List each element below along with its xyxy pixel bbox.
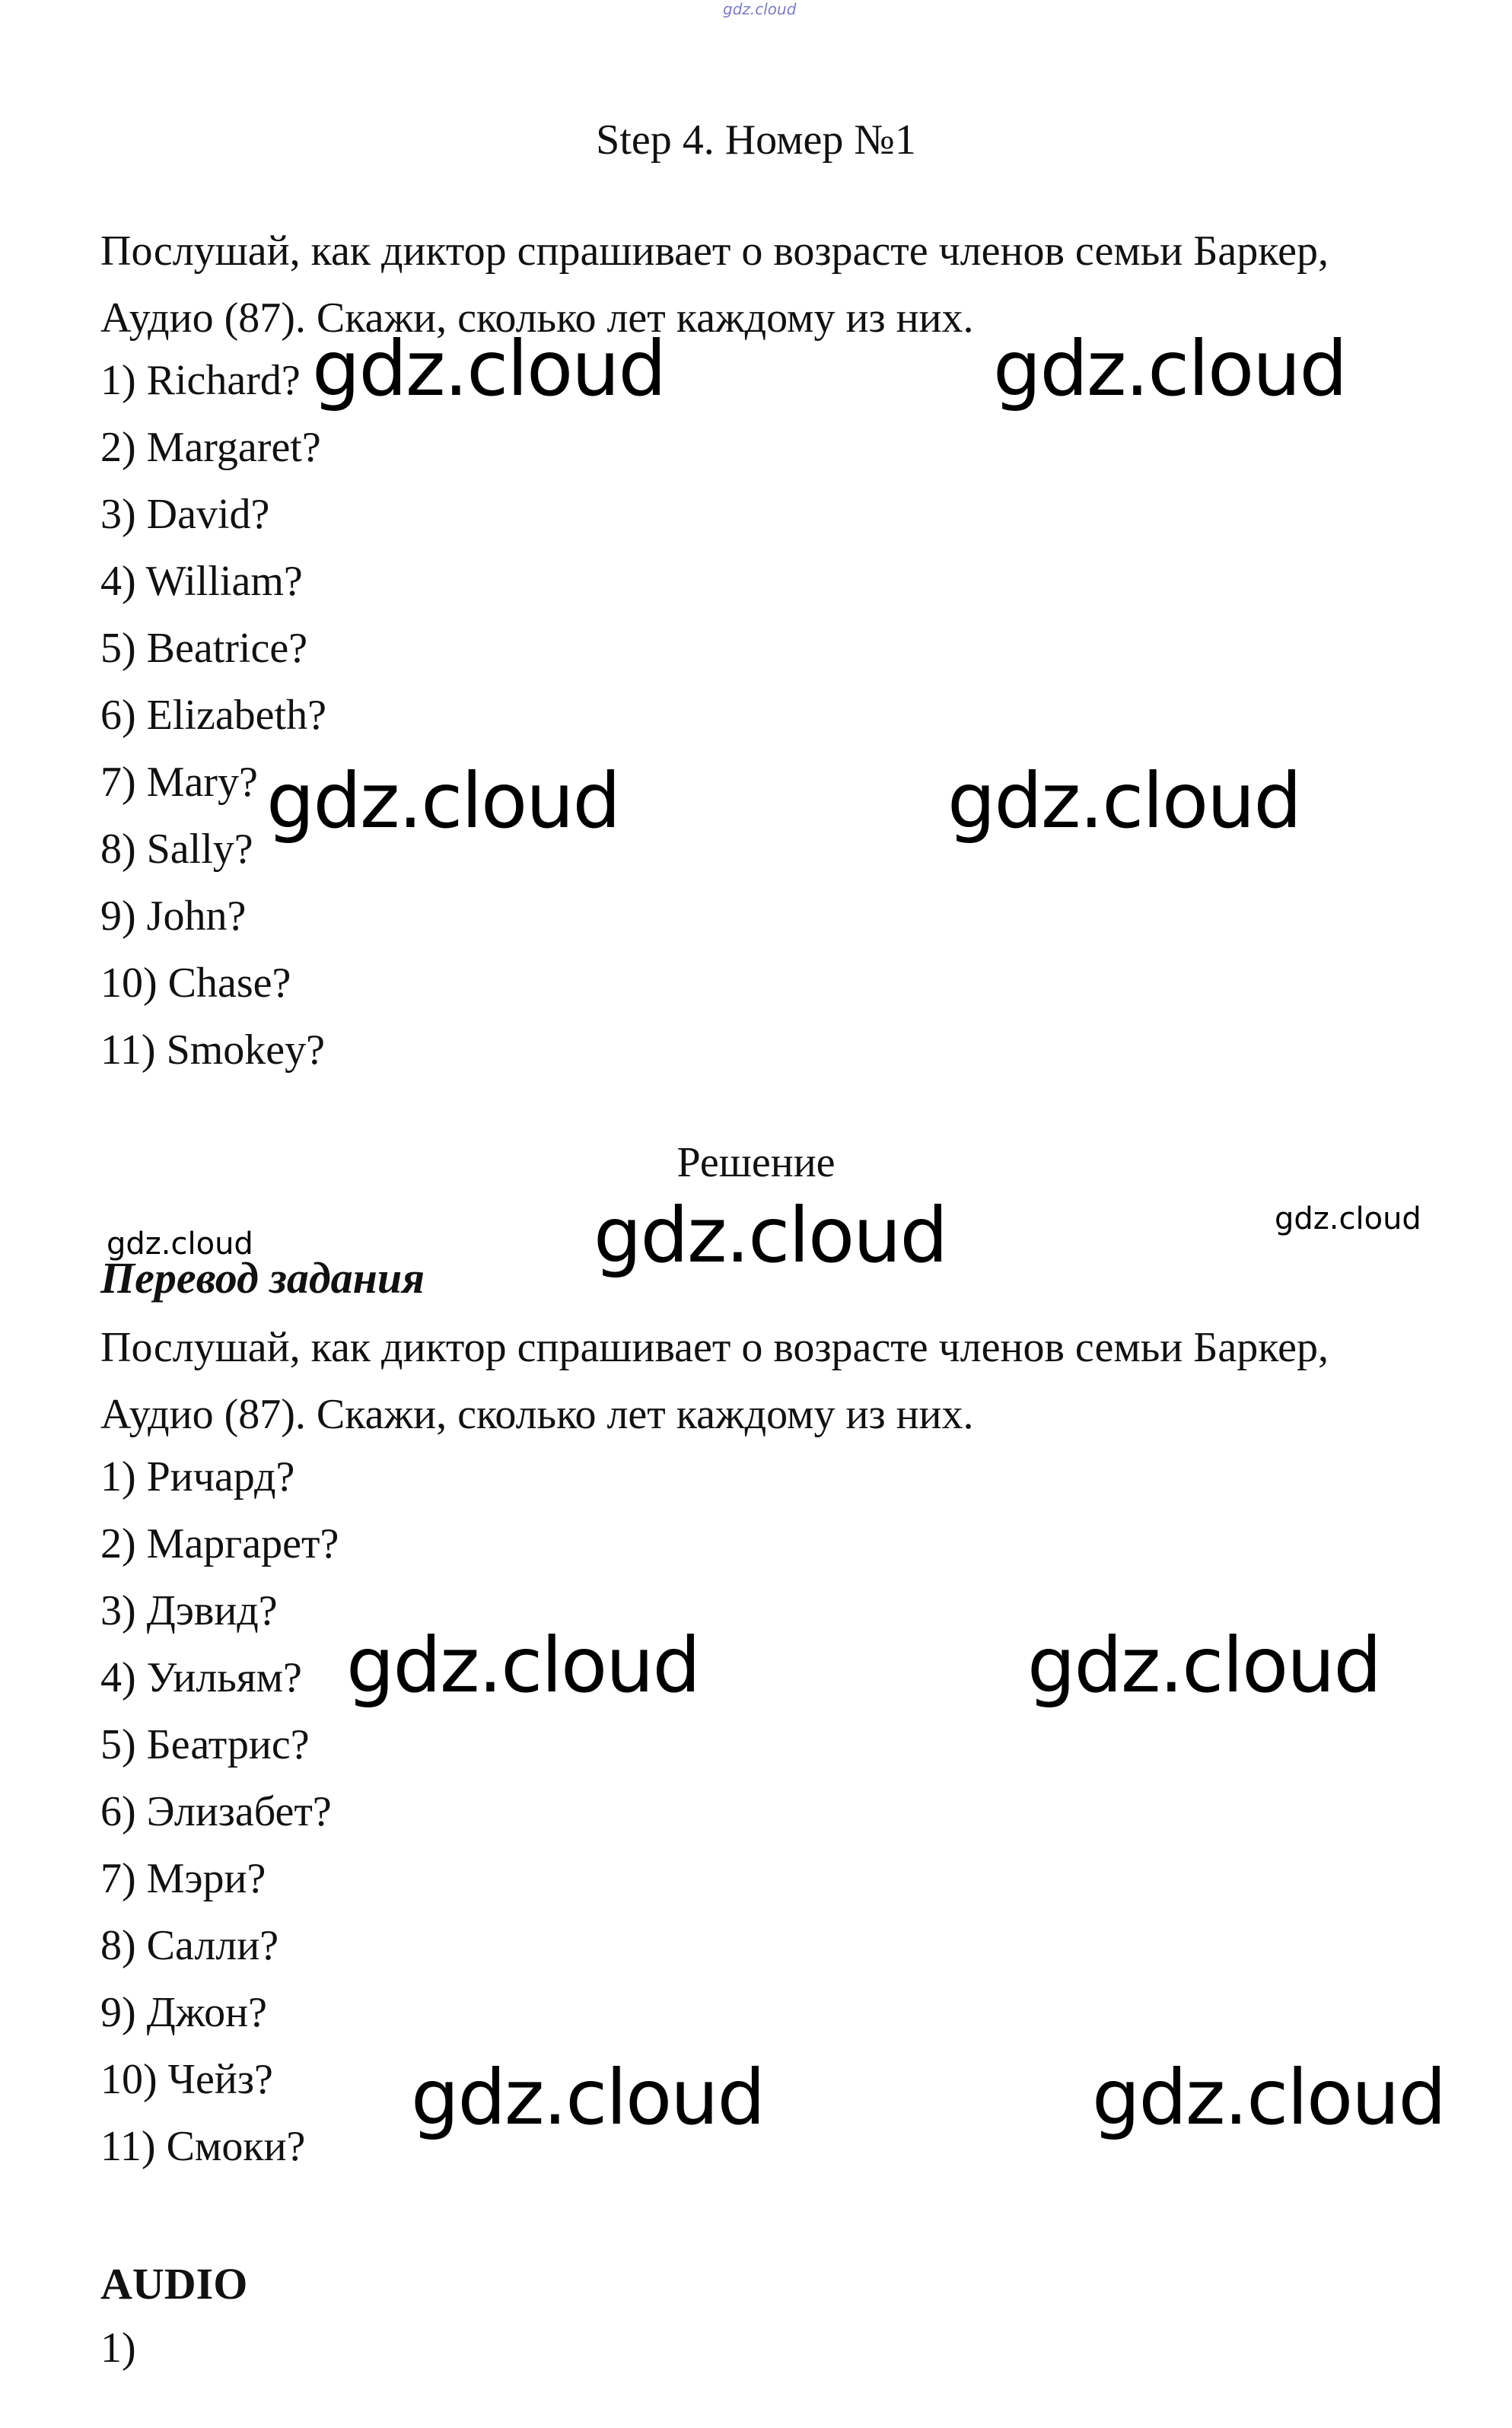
list-item: 2) Маргарет? (100, 1520, 339, 1567)
watermark-text-small: gdz.cloud (107, 1227, 253, 1262)
list-item: 6) Elizabeth? (100, 692, 326, 739)
watermark-text: gdz.cloud (312, 324, 666, 413)
list-item: 1) Ричард? (100, 1453, 295, 1500)
list-item: 5) Beatrice? (100, 625, 308, 672)
list-item: 4) William? (100, 558, 303, 605)
translation-instruction-line-2: Аудио (87). Скажи, сколько лет каждому из них. (100, 1391, 974, 1438)
watermark-text: gdz.cloud (947, 756, 1301, 845)
page-title: Step 4. Номер №1 (596, 116, 916, 164)
translation-instruction-line-1: Послушай, как диктор спрашивает о возрасте членов семьи Баркер, (100, 1324, 1329, 1371)
audio-heading: AUDIO (100, 2259, 248, 2309)
list-item: 10) Чейз? (100, 2056, 273, 2103)
task-instruction-line-1: Послушай, как диктор спрашивает о возрасте членов семьи Баркер, (100, 228, 1329, 275)
list-item: 7) Mary? (100, 759, 258, 806)
task-instruction-line-2: Аудио (87). Скажи, сколько лет каждому из них. (100, 294, 974, 342)
list-item: 5) Беатрис? (100, 1721, 310, 1768)
watermark-text: gdz.cloud (346, 1621, 700, 1710)
watermark-text: gdz.cloud (1092, 2053, 1446, 2142)
watermark-text: gdz.cloud (1027, 1621, 1381, 1710)
watermark-text: gdz.cloud (594, 1191, 947, 1280)
list-item: 4) Уильям? (100, 1654, 302, 1701)
list-item: 2) Margaret? (100, 424, 321, 471)
watermark-text: gdz.cloud (993, 324, 1347, 413)
list-item: 11) Смоки? (100, 2123, 306, 2170)
list-item: 7) Мэри? (100, 1855, 266, 1902)
list-item: 3) David? (100, 491, 270, 538)
watermark-text: gdz.cloud (411, 2053, 765, 2142)
list-item: 6) Элизабет? (100, 1788, 332, 1835)
list-item: 3) Дэвид? (100, 1587, 278, 1634)
list-item: 1) Richard? (100, 357, 301, 404)
list-item: 11) Smokey? (100, 1026, 325, 1074)
audio-first-item: 1) (100, 2325, 136, 2372)
list-item: 10) Chase? (100, 959, 291, 1007)
watermark-text: gdz.cloud (266, 756, 620, 845)
list-item: 9) Джон? (100, 1989, 267, 2036)
translation-heading: Перевод задания (100, 1253, 425, 1303)
list-item: 9) John? (100, 893, 247, 940)
list-item: 8) Салли? (100, 1922, 279, 1969)
list-item: 8) Sally? (100, 826, 253, 873)
header-watermark: gdz.cloud (723, 0, 797, 18)
watermark-text-small: gdz.cloud (1275, 1201, 1421, 1236)
solution-heading: Решение (676, 1139, 836, 1186)
